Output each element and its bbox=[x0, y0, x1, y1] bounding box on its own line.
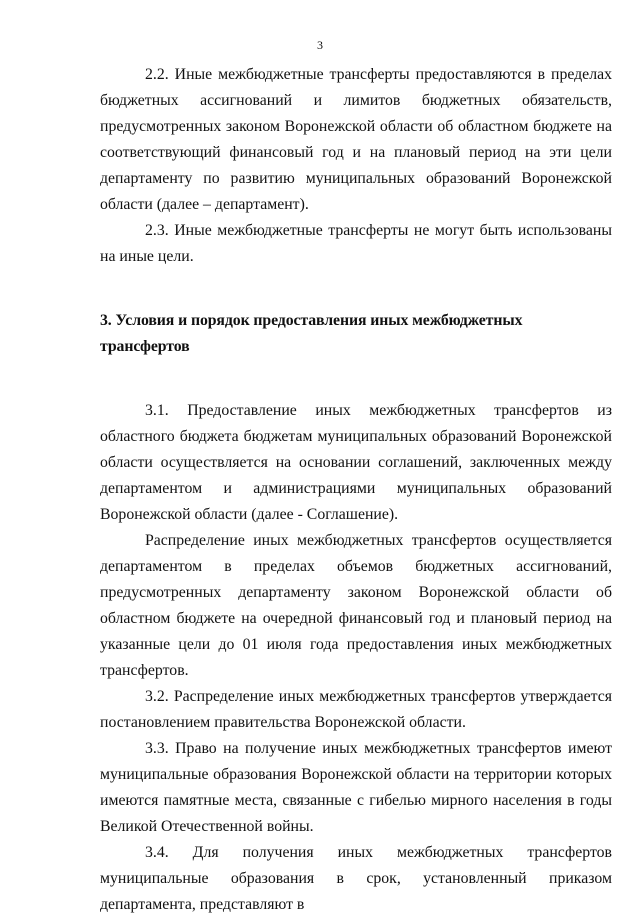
paragraph-3-4: 3.4. Для получения иных межбюджетных трансфертов муниципальные образования в срок, установленный приказом департамента, представляют в bbox=[100, 844, 612, 913]
paragraph-3-1: 3.1. Предоставление иных межбюджетных трансфертов из областного бюджета бюджетам муниципальных образований Воронежской области осуществляется на основании соглашений, заключенных между департаментом и администрациями муниципальных образований Воронежской области (далее - Соглашение). bbox=[100, 402, 612, 523]
paragraph-2-2: 2.2. Иные межбюджетные трансферты предоставляются в пределах бюджетных ассигнований и лимитов бюджетных обязательств, предусмотренных законом Воронежской области об областном бюджете на соответствующий финансовый год и на плановый период на эти цели департаменту по развитию муниципальных образований Воронежской области (далее – департамент). bbox=[100, 66, 612, 213]
paragraph-3-3: 3.3. Право на получение иных межбюджетных трансфертов имеют муниципальные образования Воронежской области на территории которых имеются памятные места, связанные с гибелью мирного населения в годы Великой Отечественной войны. bbox=[100, 740, 612, 835]
paragraph-2-3: 2.3. Иные межбюджетные трансферты не могут быть использованы на иные цели. bbox=[100, 222, 612, 265]
document-body bbox=[100, 62, 612, 918]
page-number: 3 bbox=[317, 38, 323, 52]
section-heading-3: 3. Условия и порядок предоставления иных межбюджетных трансфертов bbox=[100, 312, 523, 355]
paragraph-3-2: 3.2. Распределение иных межбюджетных трансфертов утверждается постановлением правительства Воронежской области. bbox=[100, 688, 612, 731]
paragraph-3-1-distribution: Распределение иных межбюджетных трансфертов осуществляется департаментом в пределах объемов бюджетных ассигнований, предусмотренных департаменту законом Воронежской области об областном бюджете на очередной финансовый год и плановый период на указанные цели до 01 июля года предоставления иных межбюджетных трансфертов. bbox=[100, 532, 612, 679]
